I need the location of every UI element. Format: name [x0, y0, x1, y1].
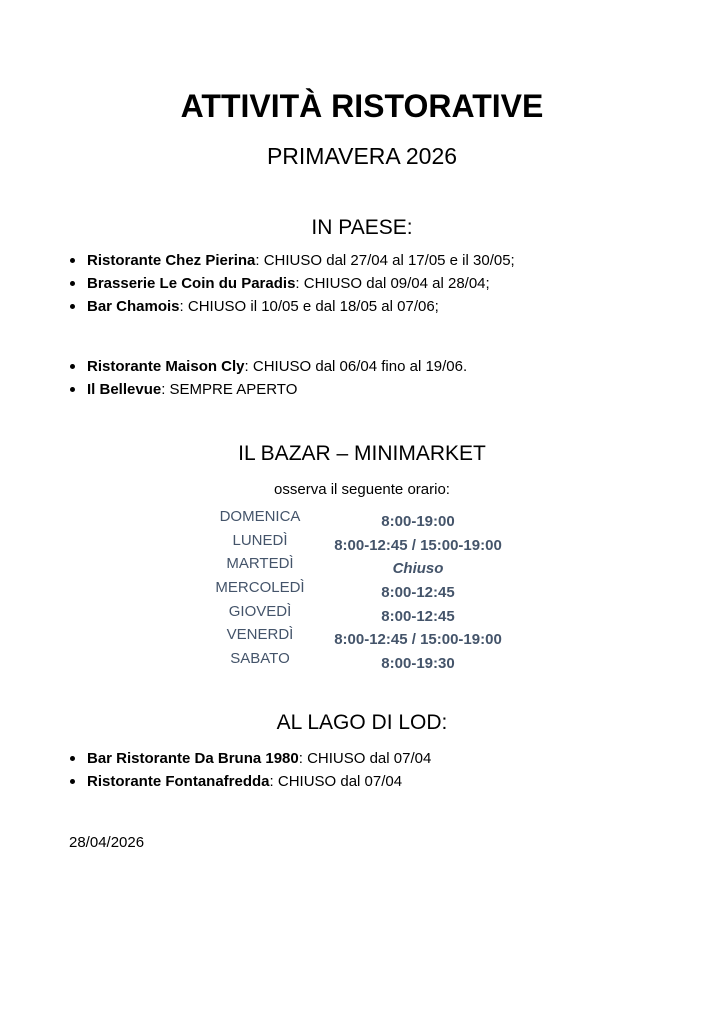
day-label: VENERDÌ	[226, 626, 294, 644]
venue-status: : CHIUSO dal 07/04	[298, 750, 432, 767]
list-item	[68, 249, 515, 272]
venue-name: Ristorante Chez Pierina	[87, 252, 256, 269]
day-label: DOMENICA	[219, 508, 301, 525]
venue-name: Bar Ristorante Da Bruna 1980	[87, 750, 299, 767]
hours-row	[200, 650, 530, 674]
venue-name: Il Bellevue	[87, 381, 162, 398]
day-label: GIOVEDÌ	[228, 602, 292, 620]
list-item	[68, 770, 431, 793]
venue-name: Brasserie Le Coin du Paradis	[87, 275, 296, 292]
day-label: SABATO	[230, 650, 290, 668]
document-date: 28/04/2026	[69, 834, 145, 851]
venue-name: Ristorante Maison Cly	[87, 358, 245, 375]
page-subtitle: PRIMAVERA 2026	[266, 143, 458, 169]
page-title: ATTIVITÀ RISTORATIVE	[180, 88, 544, 124]
hours-row	[200, 508, 530, 532]
hours-note: osserva il seguente orario:	[274, 481, 450, 498]
hours-row	[200, 626, 530, 650]
hours-row	[200, 603, 530, 627]
paese-list-1	[68, 249, 515, 318]
list-item	[68, 295, 515, 318]
section-heading-lago: AL LAGO DI LOD:	[276, 711, 448, 734]
section-heading-bazar: IL BAZAR – MINIMARKET	[238, 442, 486, 465]
list-item	[68, 272, 515, 295]
section-heading-paese: IN PAESE:	[311, 216, 413, 239]
day-label: MARTEDÌ	[226, 555, 294, 573]
time-value: 8:00-19:00	[381, 513, 455, 530]
list-item	[68, 378, 467, 401]
hours-row	[200, 532, 530, 556]
time-value: 8:00-12:45	[381, 607, 455, 625]
time-value: 8:00-12:45	[381, 584, 455, 602]
hours-row	[200, 555, 530, 579]
day-label: LUNEDÌ	[232, 531, 288, 549]
venue-status: : SEMPRE APERTO	[161, 381, 298, 398]
venue-name: Bar Chamois	[87, 298, 180, 315]
hours-row	[200, 579, 530, 603]
venue-status: : CHIUSO dal 06/04 fino al 19/06.	[244, 358, 468, 375]
day-label: MERCOLEDÌ	[215, 579, 305, 597]
venue-status: : CHIUSO dal 07/04	[269, 773, 403, 790]
venue-status: : CHIUSO dal 27/04 al 17/05 e il 30/05;	[255, 252, 515, 269]
lago-list	[68, 747, 431, 793]
venue-name: Ristorante Fontanafredda	[87, 773, 270, 790]
opening-hours-table	[200, 508, 530, 674]
time-value: 8:00-12:45 / 15:00-19:00	[334, 631, 502, 649]
time-value: 8:00-12:45 / 15:00-19:00	[334, 536, 502, 554]
venue-status: : CHIUSO dal 09/04 al 28/04;	[295, 275, 490, 292]
time-value: 8:00-19:30	[381, 655, 455, 673]
venue-status: : CHIUSO il 10/05 e dal 18/05 al 07/06;	[179, 298, 439, 315]
paese-list-2	[68, 355, 467, 401]
time-value: Chiuso	[392, 560, 444, 578]
list-item	[68, 747, 431, 770]
list-item	[68, 355, 467, 378]
